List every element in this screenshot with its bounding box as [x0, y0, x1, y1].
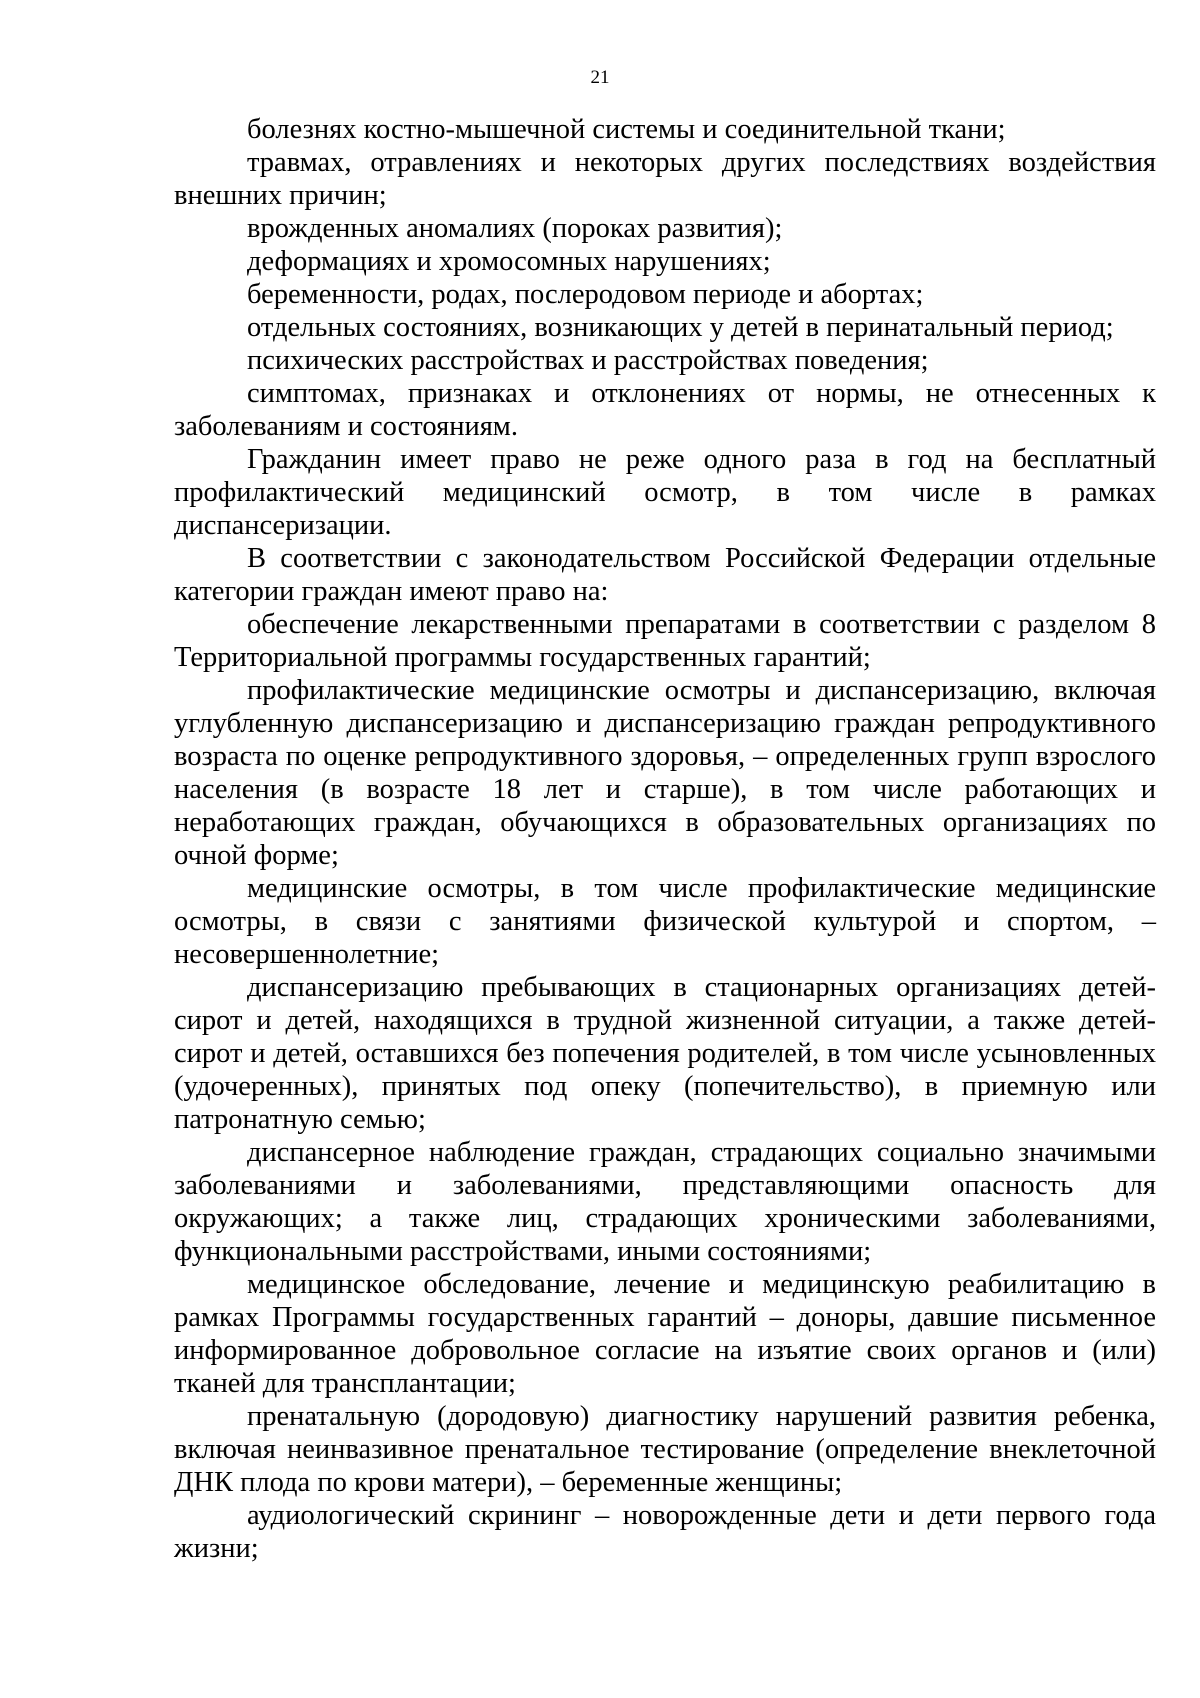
list-item-pregnancy: беременности, родах, послеродовом периоде и абортах; [247, 279, 924, 310]
list-item-medicines: обеспечение лекарственными препаратами в соответствии с разделом 8 Территориальной программы государственных гарантий; [174, 609, 1156, 673]
list-item-symptoms: симптомах, признаках и отклонениях от нормы, не отнесенных к заболеваниям и состояниям. [174, 378, 1156, 442]
list-item-prenatal-diagnostics: пренатальную (дородовую) диагностику нарушений развития ребенка, включая неинвазивное пренатальное тестирование (определение внеклеточной ДНК плода по крови матери), – беременные женщины; [174, 1401, 1156, 1498]
page-number: 21 [590, 67, 610, 88]
list-item-perinatal: отдельных состояниях, возникающих у детей в перинатальный период; [247, 312, 1114, 343]
paragraph-categories-intro: В соответствии с законодательством Российской Федерации отдельные категории граждан имеют право на: [174, 543, 1156, 607]
list-item-audiology-screening: аудиологический скрининг – новорожденные дети и дети первого года жизни; [174, 1500, 1156, 1564]
list-item-adult-screening: профилактические медицинские осмотры и диспансеризацию, включая углубленную диспансеризацию и диспансеризацию граждан репродуктивного возраста по оценке репродуктивного здоровья, – определенных групп взрослого населения (в возрасте 18 лет и старше), в том числе работающих и неработающих граждан, обучающихся в образовательных организациях по очной форме; [174, 675, 1156, 871]
list-item-congenital-anomalies: врожденных аномалиях (пороках развития); [247, 213, 783, 244]
list-item-donors: медицинское обследование, лечение и медицинскую реабилитацию в рамках Программы государственных гарантий – доноры, давшие письменное информированное добровольное согласие на изъятие своих органов и (или) тканей для трансплантации; [174, 1269, 1156, 1399]
list-item-mental-disorders: психических расстройствах и расстройствах поведения; [247, 345, 929, 376]
list-item-dispensary-observation: диспансерное наблюдение граждан, страдающих социально значимыми заболеваниями и заболеваниями, представляющими опасность для окружающих; а также лиц, страдающих хроническими заболеваниями, функциональными расстройствами, иными состояниями; [174, 1137, 1156, 1267]
paragraph-preventive-exam-right: Гражданин имеет право не реже одного раза в год на бесплатный профилактический медицинский осмотр, в том числе в рамках диспансеризации. [174, 444, 1156, 541]
list-item-deformations: деформациях и хромосомных нарушениях; [247, 246, 771, 277]
list-item-musculoskeletal: болезнях костно-мышечной системы и соединительной ткани; [247, 114, 1006, 145]
document-body [174, 113, 1156, 1565]
list-item-minors-exams: медицинские осмотры, в том числе профилактические медицинские осмотры, в связи с занятиями физической культурой и спортом, – несовершеннолетние; [174, 873, 1156, 970]
list-item-orphans-screening: диспансеризацию пребывающих в стационарных организациях детей-сирот и детей, находящихся в трудной жизненной ситуации, а также детей-сирот и детей, оставшихся без попечения родителей, в том числе усыновленных (удочеренных), принятых под опеку (попечительство), в приемную или патронатную семью; [174, 972, 1156, 1135]
list-item-injuries: травмах, отравлениях и некоторых других последствиях воздействия внешних причин; [174, 147, 1156, 211]
